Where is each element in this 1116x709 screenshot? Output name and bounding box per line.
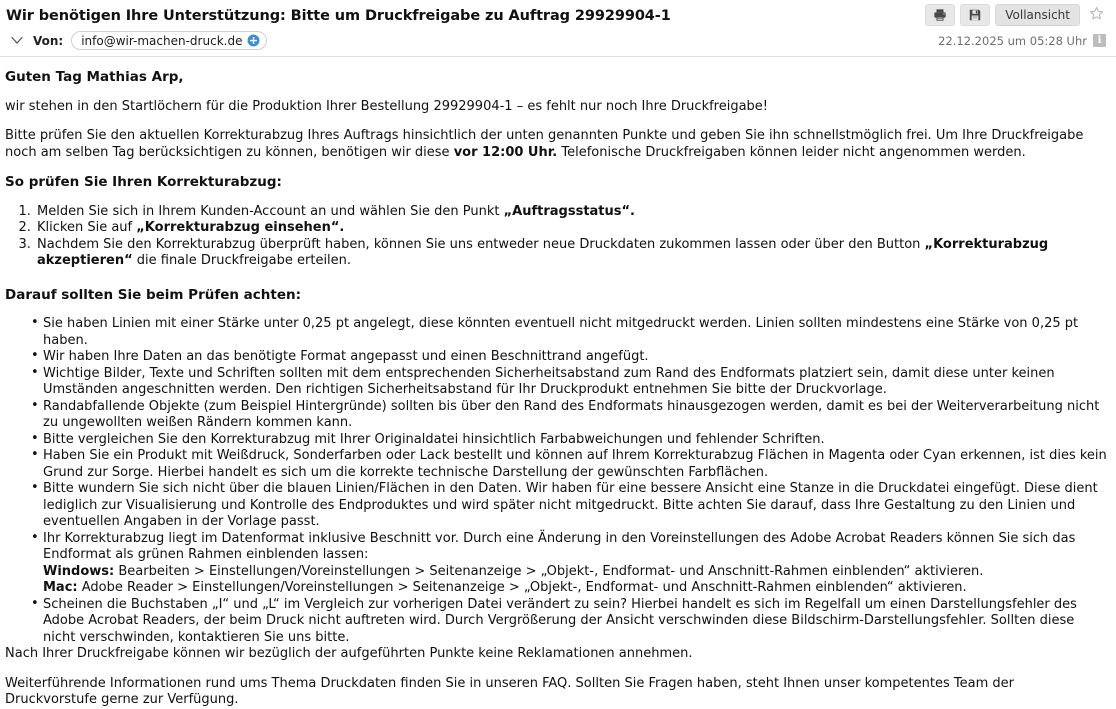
list-item: • Bitte vergleichen Sie den Korrekturabzug mit Ihrer Originaldatei hinsichtlich Farbabweichungen und fehlender Schriften. bbox=[33, 432, 1108, 449]
sender-chip[interactable] bbox=[71, 31, 267, 50]
list-item bbox=[35, 237, 1108, 270]
step-text-a: Nachdem Sie den Korrekturabzug überprüft haben, können Sie uns entweder neue Druckdaten zukommen lassen oder über den Button bbox=[37, 236, 925, 252]
windows-line bbox=[43, 564, 1108, 581]
intro-paragraph: wir stehen in den Startlöchern für die Produktion Ihrer Bestellung 29929904-1 – es fehlt nur noch Ihre Druckfreigabe! bbox=[5, 98, 769, 114]
timestamp: 22.12.2025 um 05:28 Uhr bbox=[938, 33, 1087, 48]
step-text-b: die finale Druckfreigabe erteilen. bbox=[132, 253, 352, 268]
list-item: • Wichtige Bilder, Texte und Schriften sollten mit dem entsprechenden Sicherheitsabstand zum Rand des Endformats platziert sein, damit diese unter keinen Umständen angeschnitten werden. Den richtigen Sicherheitsabstand für Ihr Druckprodukt entnehmen Sie bitte der Druckvorlage. bbox=[33, 366, 1108, 399]
page-title: Wir benötigen Ihre Unterstützung: Bitte um Druckfreigabe zu Auftrag 29929904-1 bbox=[6, 8, 671, 24]
star-outline-icon bbox=[1089, 6, 1104, 25]
deadline-text-b: Telefonische Druckfreigaben können leider nicht angenommen werden. bbox=[557, 144, 1026, 160]
list-item: • Wir haben Ihre Daten an das benötigte Format angepasst und einen Beschnittrand angefügt. bbox=[33, 349, 1108, 366]
list-item-acrobat bbox=[33, 531, 1108, 597]
mail-header bbox=[0, 0, 1116, 57]
step-bold: „Korrekturabzug einsehen“. bbox=[136, 220, 345, 235]
step-bold: „Korrekturabzug akzeptieren“ bbox=[37, 236, 1049, 268]
mac-path: Adobe Reader > Einstellungen/Voreinstellungen > Seitenanzeige > „Objekt-, Endformat- und Anschnitt-Rahmen einblenden“ aktivieren. bbox=[77, 580, 967, 595]
list-item: • Bitte wundern Sie sich nicht über die blauen Linien/Flächen in den Daten. Wir haben für eine bessere Ansicht eine Stanze in die Druckdatei eingefügt. Diese dient lediglich zur Visualisierung und Kontrolle des Endproduktes und wird später nicht mitgedruckt. Bitte achten Sie darauf, dass Ihre Gestaltung zu den Linien und eventuellen Angaben in der Vorlage passt. bbox=[33, 481, 1108, 531]
sender-email: info@wir-machen-druck.de bbox=[81, 33, 243, 48]
info-icon[interactable]: i bbox=[1093, 34, 1106, 47]
step-bold: „Auftragsstatus“. bbox=[503, 203, 635, 219]
from-label: Von: bbox=[33, 33, 64, 48]
acrobat-intro: Ihr Korrekturabzug liegt im Datenformat inklusive Beschnitt vor. Durch eine Änderung in den Voreinstellungen des Adobe Acrobat Readers können Sie sich das Endformat als grünen Rahmen einblenden lassen: bbox=[43, 530, 1076, 562]
header-actions bbox=[925, 4, 1108, 26]
closing-paragraph-1: Nach Ihrer Druckfreigabe können wir bezüglich der aufgeführten Punkte keine Reklamationen annehmen. bbox=[5, 646, 693, 661]
header-divider bbox=[0, 56, 1116, 57]
checks-heading: Darauf sollten Sie beim Prüfen achten: bbox=[5, 286, 302, 303]
list-item: • Sie haben Linien mit einer Stärke unter 0,25 pt angelegt, diese könnten eventuell nicht mitgedruckt werden. Linien sollten mindestens eine Stärke von 0,25 pt haben. bbox=[33, 316, 1108, 349]
star-button[interactable] bbox=[1086, 4, 1106, 26]
mac-label: Mac: bbox=[43, 580, 78, 595]
steps-heading: So prüfen Sie Ihren Korrekturabzug: bbox=[5, 174, 282, 190]
print-button[interactable] bbox=[925, 4, 955, 26]
list-item: • Scheinen die Buchstaben „I“ und „L“ im Vergleich zur vorherigen Datei verändert zu sein? Hierbei handelt es sich im Regelfall um einen Darstellungsfehler des Adobe Acrobat Readers, der beim Druck nicht auftreten wird. Durch Vergrößerung der Ansicht verschwinden diese Bildschirm-Darstellungsfehler. Sollten diese nicht verschwinden, kontaktieren Sie uns bitte. bbox=[33, 597, 1108, 647]
from-row bbox=[0, 29, 1116, 56]
deadline-text-a: Bitte prüfen Sie den aktuellen Korrekturabzug Ihres Auftrags hinsichtlich der unten genannten Punkte und geben Sie ihn schnellstmöglich frei. Um Ihre Druckfreigabe noch am selben Tag berücksichtigen zu können, benötigen wir diese bbox=[5, 128, 1084, 160]
step-text-a: Melden Sie sich in Ihrem Kunden-Account an und wählen Sie den Punkt bbox=[37, 203, 504, 219]
closing-paragraph-2: Weiterführende Informationen rund ums Thema Druckdaten finden Sie in unseren FAQ. Sollten Sie Fragen haben, steht Ihnen unser kompetentes Team der Druckvorstufe gerne zur Verfügung. bbox=[5, 675, 1014, 707]
checks-list bbox=[5, 316, 1108, 646]
list-item: • Randabfallende Objekte (zum Beispiel Hintergründe) sollten bis über den Rand des Endformats hinausgezogen werden, damit es bei der Weiterverarbeitung nicht zu ungewollten weißen Rändern kommen kann. bbox=[33, 399, 1108, 432]
list-item bbox=[35, 204, 1108, 221]
timestamp-area bbox=[938, 34, 1108, 48]
save-floppy-icon bbox=[968, 8, 982, 22]
list-item: • Haben Sie ein Produkt mit Weißdruck, Sonderfarben oder Lack bestellt und können auf Ihrem Korrekturabzug Flächen in Magenta oder Cyan erkennen, ist dies kein Grund zur Sorge. Hierbei handelt es sich um die korrekte technische Darstellung der gewünschten Farbflächen. bbox=[33, 448, 1108, 481]
greeting: Guten Tag Mathias Arp, bbox=[5, 69, 184, 85]
fullview-button[interactable]: Vollansicht bbox=[995, 4, 1080, 26]
deadline-bold: vor 12:00 Uhr. bbox=[453, 144, 558, 160]
chevron-down-icon[interactable] bbox=[10, 34, 24, 48]
deadline-paragraph bbox=[5, 128, 1108, 161]
list-item bbox=[35, 220, 1108, 237]
save-button[interactable] bbox=[960, 4, 990, 26]
windows-label: Windows: bbox=[43, 563, 115, 579]
step-text-a: Klicken Sie auf bbox=[37, 220, 137, 235]
print-icon bbox=[933, 8, 947, 22]
steps-list bbox=[5, 204, 1108, 270]
mac-line bbox=[43, 580, 1108, 597]
windows-path: Bearbeiten > Einstellungen/Voreinstellungen > Seitenanzeige > „Objekt-, Endformat- und Anschnitt-Rahmen einblenden“ aktivieren. bbox=[114, 563, 984, 579]
subject-row bbox=[0, 0, 1116, 29]
plus-circle-icon[interactable] bbox=[247, 34, 260, 47]
mail-body bbox=[0, 57, 1116, 709]
